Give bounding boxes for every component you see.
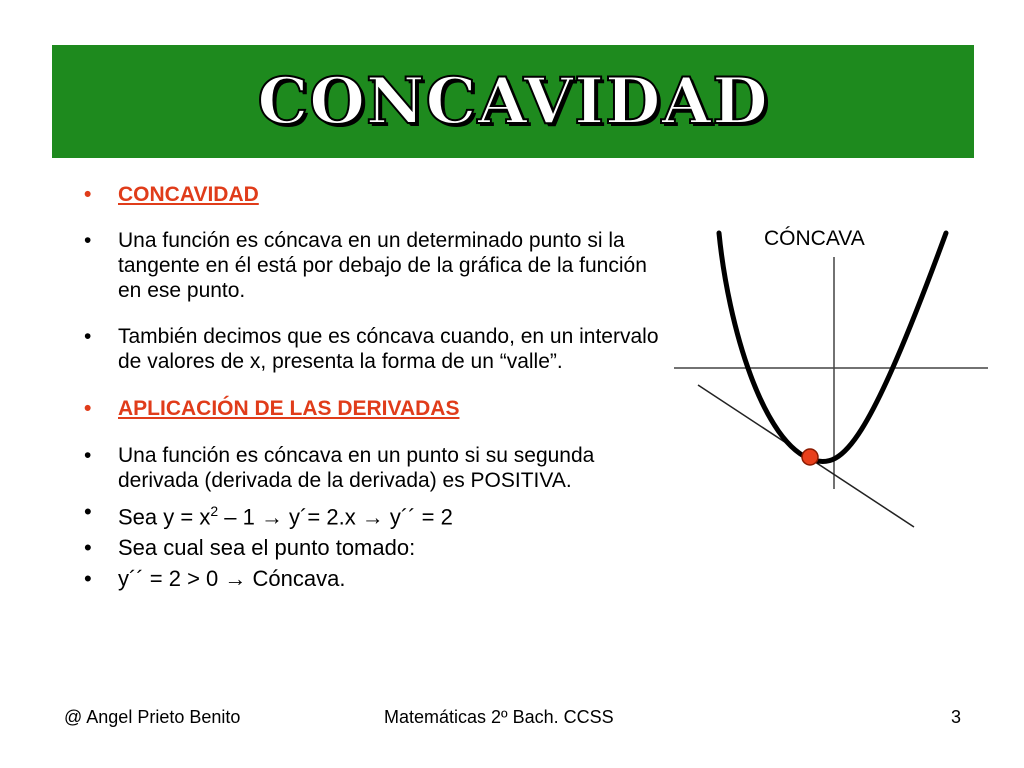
bullet-heading-concavidad: • CONCAVIDAD [78,182,668,207]
bullet-heading-derivadas: • APLICACIÓN DE LAS DERIVADAS [78,396,668,421]
concave-label: CÓNCAVA [764,227,865,250]
title-banner [52,45,974,158]
bullet-conclusion: • y´´ = 2 > 0 → Cóncava. [78,566,668,591]
footer-page-number: 3 [951,707,962,727]
slide-title: CONCAVIDAD [257,64,769,139]
bullet-valley: • También decimos que es cóncava cuando, en un intervalo de valores de x, presenta la forma de un “valle”. [78,324,668,374]
bullet-example [78,499,668,529]
example-suffix: – 1 → y´= 2.x → y´´ = 2 [218,504,453,530]
footer-course: Matemáticas 2º Bach. CCSS [384,707,614,727]
example-prefix: Sea y = x [118,504,211,530]
tangent-point [802,449,818,465]
bullet-any-point: • Sea cual sea el punto tomado: [78,535,668,560]
bullet-second-derivative: • Una función es cóncava en un punto si su segunda derivada (derivada de la derivada) es POSITIVA. [78,443,668,493]
parabola-curve [719,233,946,462]
concave-graph [668,215,998,535]
bullet-list [78,182,668,591]
example-exponent: 2 [210,503,219,519]
bullet-definition: • Una función es cóncava en un determinado punto si la tangente en él está por debajo de la gráfica de la función en ese punto. [78,228,668,303]
footer-author: @ Angel Prieto Benito [64,707,241,727]
